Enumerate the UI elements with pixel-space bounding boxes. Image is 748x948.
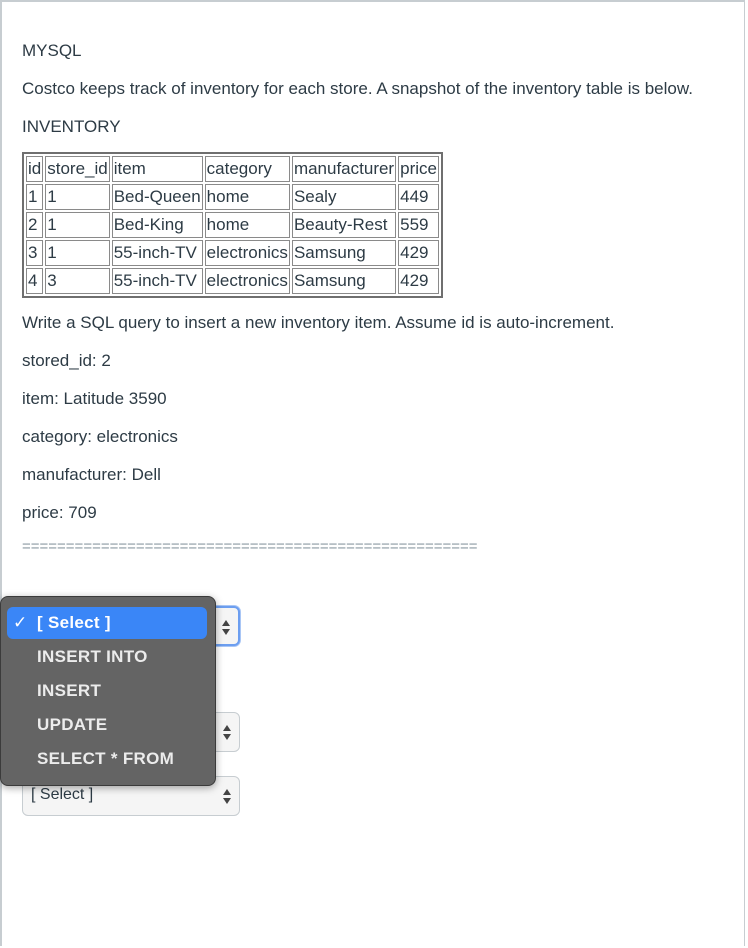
cell-item: 55-inch-TV	[112, 268, 203, 294]
cell-store-id: 1	[45, 240, 109, 266]
cell-id: 3	[26, 240, 43, 266]
select-value: [ Select ]	[31, 786, 94, 803]
checkmark-icon: ✓	[13, 613, 28, 632]
cell-category: electronics	[205, 268, 290, 294]
cell-item: Bed-Queen	[112, 184, 203, 210]
field-item: item: Latitude 3590	[22, 389, 167, 408]
dropdown-option-update[interactable]: UPDATE	[37, 715, 108, 734]
question-content	[22, 38, 722, 556]
cell-price: 429	[398, 240, 439, 266]
header-manufacturer: manufacturer	[292, 156, 396, 182]
header-id: id	[26, 156, 43, 182]
cell-manufacturer: Beauty-Rest	[292, 212, 396, 238]
cell-price: 449	[398, 184, 439, 210]
dropdown-option-insert-into[interactable]: INSERT INTO	[37, 647, 148, 666]
select-dropdown-menu	[0, 596, 216, 786]
table-row	[26, 212, 439, 238]
cell-id: 1	[26, 184, 43, 210]
cell-item: 55-inch-TV	[112, 240, 203, 266]
cell-manufacturer: Sealy	[292, 184, 396, 210]
field-manufacturer: manufacturer: Dell	[22, 465, 161, 484]
field-category: category: electronics	[22, 427, 178, 446]
header-category: category	[205, 156, 290, 182]
field-price: price: 709	[22, 503, 97, 522]
cell-id: 2	[26, 212, 43, 238]
question-instruction: Write a SQL query to insert a new inventory item. Assume id is auto-increment.	[22, 313, 615, 332]
cell-item: Bed-King	[112, 212, 203, 238]
cell-category: electronics	[205, 240, 290, 266]
select-arrows-icon	[223, 789, 231, 805]
cell-price: 559	[398, 212, 439, 238]
table-header-row	[26, 156, 439, 182]
option-label: [ Select ]	[37, 613, 111, 632]
cell-manufacturer: Samsung	[292, 240, 396, 266]
dropdown-option-select-from[interactable]: SELECT * FROM	[37, 749, 175, 768]
table-row	[26, 184, 439, 210]
cell-id: 4	[26, 268, 43, 294]
question-heading: MYSQL	[22, 41, 82, 60]
field-store-id: stored_id: 2	[22, 351, 111, 370]
select-arrows-icon	[222, 620, 230, 636]
table-row	[26, 268, 439, 294]
separator-line: ====================================================	[22, 538, 478, 555]
table-row	[26, 240, 439, 266]
cell-store-id: 1	[45, 184, 109, 210]
cell-store-id: 3	[45, 268, 109, 294]
cell-manufacturer: Samsung	[292, 268, 396, 294]
question-intro: Costco keeps track of inventory for each store. A snapshot of the inventory table is below.	[22, 79, 693, 98]
header-price: price	[398, 156, 439, 182]
dropdown-option-insert[interactable]: INSERT	[37, 681, 102, 700]
select-arrows-icon	[223, 725, 231, 741]
dropdown-option-select[interactable]	[7, 607, 207, 639]
inventory-table	[22, 152, 443, 298]
cell-store-id: 1	[45, 212, 109, 238]
cell-category: home	[205, 212, 290, 238]
table-title: INVENTORY	[22, 117, 121, 136]
header-item: item	[112, 156, 203, 182]
cell-category: home	[205, 184, 290, 210]
header-store-id: store_id	[45, 156, 109, 182]
cell-price: 429	[398, 268, 439, 294]
